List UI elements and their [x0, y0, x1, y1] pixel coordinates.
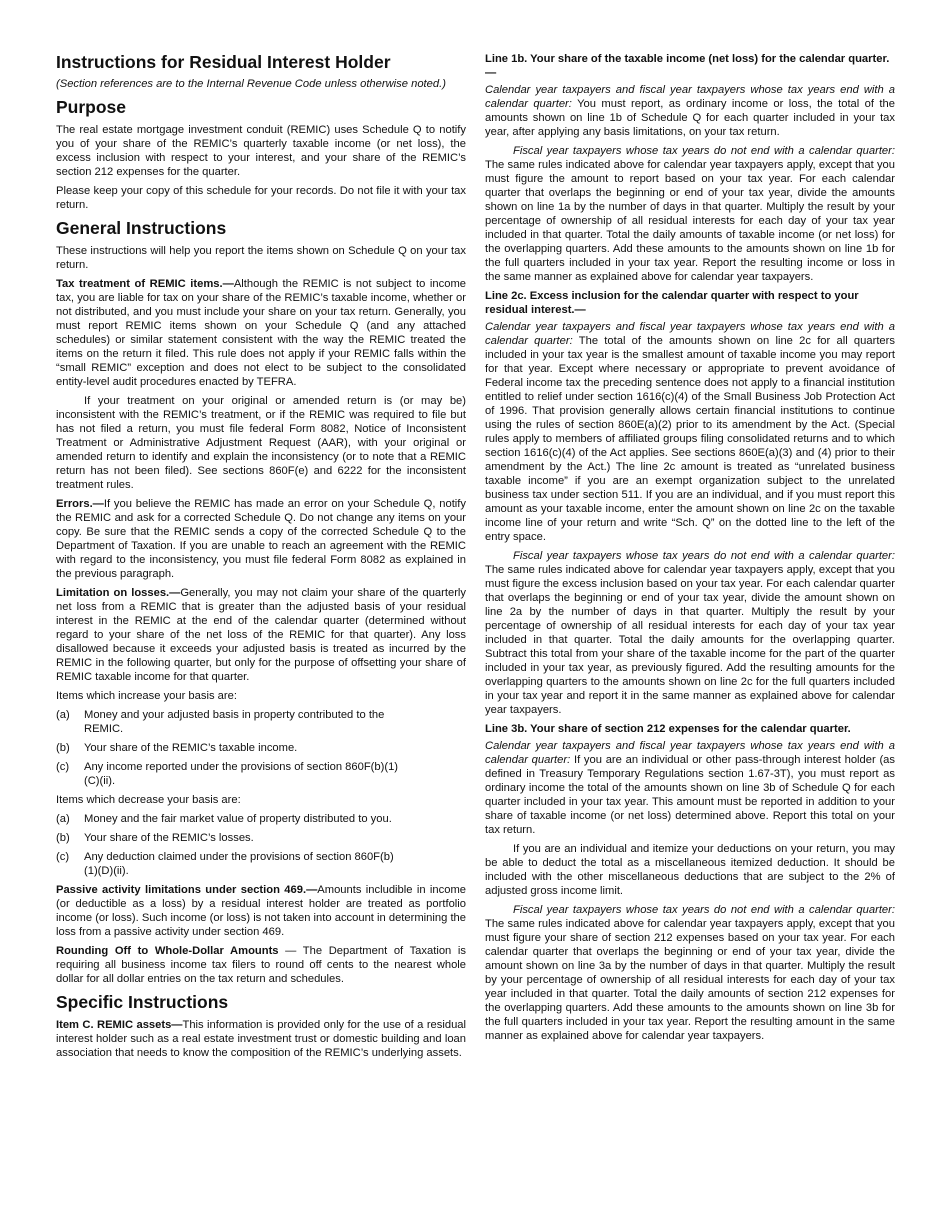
line-2c-fiscal-italic: Fiscal year taxpayers whose tax years do not end with a calendar quarter:: [513, 550, 895, 562]
list-marker: (b): [56, 742, 70, 754]
tax-treatment-paragraph: [56, 277, 466, 389]
line-1b-fiscal-italic: Fiscal year taxpayers whose tax years do not end with a calendar quarter:: [513, 145, 895, 157]
limitation-paragraph: [56, 586, 466, 684]
passive-activity-paragraph: [56, 883, 466, 939]
page-title: Instructions for Residual Interest Holder: [56, 52, 391, 72]
list-item: [56, 812, 466, 826]
purpose-paragraph: The real estate mortgage investment conduit (REMIC) uses Schedule Q to notify you of your share of the REMIC’s quarterly taxable income (or net loss), the excess inclusion with respect to your interest, and your share of the REMIC’s section 212 expenses for the quarter.: [56, 124, 466, 178]
list-text: Any income reported under the provisions of section 860F(b)(1)(C)(ii).: [84, 761, 399, 787]
decrease-intro: Items which decrease your basis are:: [56, 794, 241, 806]
list-text: Money and the fair market value of property distributed to you.: [84, 813, 392, 825]
line-2c-italic: Calendar year taxpayers and fiscal year taxpayers whose tax years end with a calendar quarter:: [485, 321, 895, 347]
specific-instructions-heading: Specific Instructions: [56, 992, 229, 1012]
passive-activity-text: Amounts includible in income (or deductible as a loss) by a residual interest holder are treated as portfolio income (or loss). Such income (or loss) is not taken into account in determining the loss from a passive activity under section 469.: [56, 884, 466, 938]
line-3b-itemize-paragraph: If you are an individual and itemize your deductions on your return, you may be able to deduct the total as a miscellaneous itemized deduction. It should be included with the other miscellaneous deductions that are subject to the 2% of adjusted gross income limit.: [485, 843, 895, 897]
line-3b-italic: Calendar year taxpayers and fiscal year taxpayers whose tax years end with a calendar quarter:: [485, 740, 895, 766]
item-c-text: This information is provided only for the use of a residual interest holder such as a real estate investment trust or domestic building and loan association that needs to know the composition of the REMIC’s underlying assets.: [56, 1019, 466, 1059]
general-intro: These instructions will help you report the items shown on Schedule Q on your tax return.: [56, 245, 466, 271]
list-marker: (c): [56, 851, 70, 863]
list-marker: (a): [56, 813, 70, 825]
errors-text: If you believe the REMIC has made an error on your Schedule Q, notify the REMIC and ask for a corrected Schedule Q. Do not change any items on your copy. Be sure that the REMIC sends a copy of the corrected Schedule Q to the Department of Taxation. If you are unable to reach an agreement with the REMIC with regard to the inconsistency, you must file federal Form 8082 as explained in the previous paragraph.: [56, 498, 466, 580]
list-text: Money and your adjusted basis in property contributed to the REMIC.: [84, 709, 385, 735]
list-item: [56, 741, 466, 755]
line-2c-text: The total of the amounts shown on line 2c for all quarters included in your tax year is the smallest amount of taxable income you may report for that year. Except where necessary or appropriate to prevent avoidance of Federal income tax the preceding sentence does not apply to a financial institution entitled to relief under section 1616(c)(4) of the Small Business Job Protection Act of 1996. That provision generally allows certain financial institutions to continue using the rules of section 860E(a)(2) prior to its amendment by the Act. (Special rules apply to members of affiliated groups filing consolidated returns and to which section 1616(c)(4) of the Act applies. See sections 860E(a)(3) and (4) prior to their amendment by the Act.) The line 2c amount is treated as “unrelated business taxable income” if you are an exempt organization subject to the unrelated business tax under section 511. If you are an individual, and if you must report this amount as your taxable income, enter the amount shown on line 2c on the taxable income line of your return and write “Sch. Q” on the dotted line to the left of the entry space.: [485, 335, 895, 543]
line-2c-fiscal-text: The same rules indicated above for calendar year taxpayers apply, except that you must figure the excess inclusion based on your tax year. For each calendar quarter that overlaps the beginning or end of your tax year, divide the amount shown on line 2a by the number of days in that quarter. Multiply the result by your percentage of ownership of all residual interests for each day of your tax year included in that quarter. Total the daily amounts for the overlapping quarter. Subtract this total from your share of the taxable income for the part of the quarter included in your tax year, as previously figured. Add the resulting amounts for the overlapping quarters to the amounts shown on line 2c for the full quarters included in your tax year and report it in the same manner as explained above for calendar year taxpayers.: [485, 564, 895, 716]
line-2c-paragraph: [485, 320, 895, 544]
inconsistent-treatment-paragraph: If your treatment on your original or amended return is (or may be) inconsistent with the REMIC’s treatment, or if the REMIC was required to file but has not filed a return, you must file federal Form 8082, Notice of Inconsistent Treatment or Administrative Adjustment Request (AAR), with your original or amended return to identify and explain the inconsistency (or to note that a REMIC return has not been filed). See sections 860F(e) and 6222 for the inconsistent treatment rules.: [56, 395, 466, 491]
errors-label: Errors.—: [56, 498, 104, 510]
line-3b-fiscal-italic: Fiscal year taxpayers whose tax years do not end with a calendar quarter:: [513, 904, 895, 916]
general-instructions-heading: General Instructions: [56, 218, 227, 238]
line-1b-fiscal-paragraph: [485, 144, 895, 284]
purpose-paragraph-2: Please keep your copy of this schedule for your records. Do not file it with your tax return.: [56, 185, 466, 211]
line-3b-fiscal-text: The same rules indicated above for calendar year taxpayers apply, except that you must figure your share of section 212 expenses based on your tax year. For each calendar quarter that overlaps the beginning or end of your tax year, divide the amount shown on line 3a by the number of days in that quarter. Multiply the result by your percentage of ownership of all residual interests for each day of your tax year included in that quarter. Total the daily amounts of section 212 expenses for the overlapping quarters. Add these amounts to the amounts shown on line 3b for the full quarters included in your tax year. Report the resulting amount in the same manner as explained above for calendar year taxpayers.: [485, 918, 895, 1042]
passive-activity-label: Passive activity limitations under section 469.—: [56, 884, 318, 896]
limitation-text: Generally, you may not claim your share of the quarterly net loss from a REMIC that is greater than the adjusted basis of your residual interest in the REMIC at the end of the calendar quarter (determined without regard to your share of the net loss of the REMIC for that quarter). Any loss disallowed because it exceeds your adjusted basis is treated as incurred by the REMIC in the following quarter, but only for the purpose of offsetting your share of REMIC taxable income for that quarter.: [56, 587, 466, 683]
list-text: Your share of the REMIC’s taxable income.: [84, 742, 298, 754]
list-marker: (b): [56, 832, 70, 844]
line-3b-paragraph: [485, 739, 895, 837]
line-1b-text: You must report, as ordinary income or loss, the total of the amounts shown on line 1b of Schedule Q for each quarter included in your tax year, after applying any basis limitations, on your tax return.: [485, 98, 895, 138]
line-2c-fiscal-paragraph: [485, 549, 895, 717]
right-column: [485, 52, 895, 1048]
limitation-label: Limitation on losses.—: [56, 587, 181, 599]
rounding-text: — The Department of Taxation is requiring all business income tax filers to round off cents to the nearest whole dollar for all dollar entries on the tax return and schedules.: [56, 945, 466, 985]
tax-treatment-label: Tax treatment of REMIC items.—: [56, 278, 234, 290]
line-1b-italic: Calendar year taxpayers and fiscal year taxpayers whose tax years end with a calendar quarter:: [485, 84, 895, 110]
item-c-paragraph: [56, 1018, 466, 1060]
list-marker: (a): [56, 709, 70, 721]
list-text: Your share of the REMIC’s losses.: [84, 832, 254, 844]
list-item: [56, 831, 466, 845]
list-text: Any deduction claimed under the provisions of section 860F(b)(1)(D)(ii).: [84, 851, 394, 877]
left-column: [56, 52, 466, 1065]
item-c-label: Item C. REMIC assets—: [56, 1019, 183, 1031]
section-note: (Section references are to the Internal Revenue Code unless otherwise noted.): [56, 78, 446, 90]
tax-treatment-text: Although the REMIC is not subject to income tax, you are liable for tax on your share of the REMIC’s taxable income, whether or not distributed, and you must include your share on your tax return. Generally, you must report REMIC items shown on your Schedule Q (and any attached schedules) or similar statement consistent with the way the REMIC treated the items on the return it filed. This rule does not apply if your REMIC falls within the “small REMIC” exception and does not elect to be subject to the consolidated entity-level audit procedures enacted by TEFRA.: [56, 278, 466, 388]
line-3b-fiscal-paragraph: [485, 903, 895, 1043]
errors-paragraph: [56, 497, 466, 581]
line-1b-fiscal-text: The same rules indicated above for calendar year taxpayers apply, except that you must figure the amount to report based on your tax year. For each calendar quarter that overlaps the beginning or end of your tax year, divide the amounts shown on line 1a by the number of days in that quarter. Multiply the result by your percentage of ownership of all residual interests for each day of your tax year included in that quarter. Total the daily amounts of taxable income (or net loss) for the overlapping quarters. Add these amounts to the amounts shown on line 1b for the full quarters included in your tax year. Report the resulting income or loss in the same manner as explained above for calendar year taxpayers.: [485, 159, 895, 283]
list-marker: (c): [56, 761, 70, 773]
list-item: [56, 850, 466, 878]
rounding-label: Rounding Off to Whole-Dollar Amounts: [56, 945, 279, 957]
rounding-paragraph: [56, 944, 466, 986]
line-2c-heading: Line 2c. Excess inclusion for the calendar quarter with respect to your residual interest.—: [485, 290, 859, 316]
line-1b-heading: Line 1b. Your share of the taxable income (net loss) for the calendar quarter.—: [485, 53, 890, 79]
line-3b-heading: Line 3b. Your share of section 212 expenses for the calendar quarter.: [485, 723, 851, 735]
line-1b-paragraph: [485, 83, 895, 139]
increase-intro: Items which increase your basis are:: [56, 690, 237, 702]
line-3b-text: If you are an individual or other pass-through interest holder (as defined in Treasury Temporary Regulations section 1.67-3T), you must report as ordinary income the total of the amounts shown on line 3b of Schedule Q for each quarter included in your tax year. This amount must be reported in addition to your share of taxable income (or net loss) determined above. Report this total on your tax return.: [485, 754, 895, 836]
list-item: [56, 708, 466, 736]
list-item: [56, 760, 466, 788]
purpose-heading: Purpose: [56, 97, 127, 117]
